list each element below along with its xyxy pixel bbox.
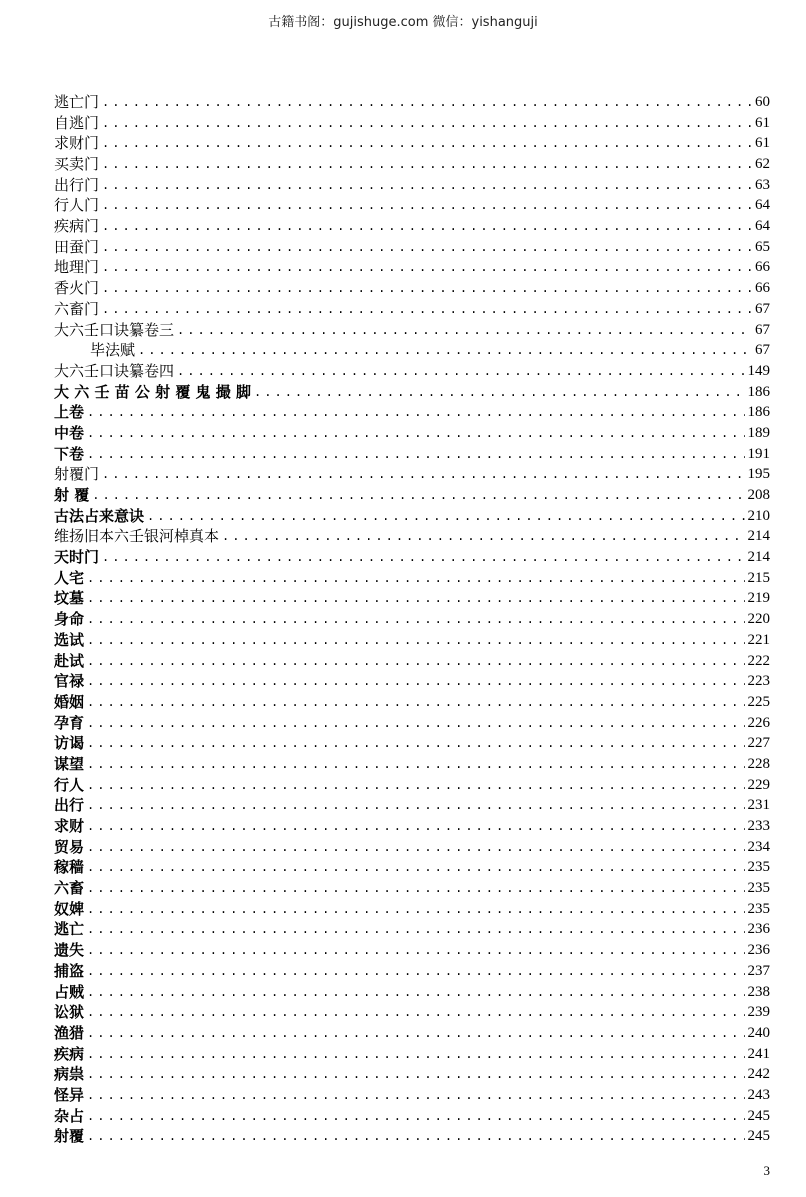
dot-leader (87, 754, 744, 775)
toc-entry[interactable] (54, 547, 770, 568)
toc-entry-page: 235 (747, 900, 770, 917)
toc-entry-title: 大六壬口诀纂卷三 (54, 320, 175, 339)
dot-leader (87, 713, 744, 734)
toc-entry-page: 208 (747, 487, 770, 504)
toc-entry[interactable] (54, 1064, 770, 1085)
dot-leader (87, 733, 744, 754)
dot-leader (87, 1044, 744, 1065)
toc-entry-title: 求财 (54, 817, 85, 836)
toc-entry-title: 赴试 (54, 651, 85, 670)
dot-leader (102, 237, 752, 258)
dot-leader (87, 920, 744, 941)
toc-entry-page: 245 (747, 1107, 770, 1124)
toc-entry-page: 66 (755, 259, 770, 276)
toc-entry[interactable] (54, 630, 770, 651)
toc-entry-title: 婚姻 (54, 692, 85, 711)
toc-entry-title: 渔猎 (54, 1023, 85, 1042)
toc-entry[interactable] (54, 361, 770, 382)
toc-entry[interactable] (54, 485, 770, 506)
dot-leader (102, 464, 744, 485)
dot-leader (87, 1106, 744, 1127)
toc-entry-page: 61 (755, 135, 770, 152)
toc-entry-title: 上卷 (54, 403, 85, 422)
toc-entry[interactable] (54, 444, 770, 465)
toc-entry-title: 稼穑 (54, 858, 85, 877)
toc-entry-page: 226 (747, 714, 770, 731)
dot-leader (87, 609, 744, 630)
toc-entry-title: 谋望 (54, 754, 85, 773)
toc-entry-page: 235 (747, 859, 770, 876)
toc-entry-title: 自逃门 (54, 113, 100, 132)
toc-entry[interactable] (54, 733, 770, 754)
toc-entry[interactable] (54, 278, 770, 299)
toc-entry-page: 243 (747, 1086, 770, 1103)
toc-entry[interactable] (54, 216, 770, 237)
toc-entry[interactable] (54, 899, 770, 920)
dot-leader (222, 526, 744, 547)
dot-leader (254, 382, 744, 403)
toc-entry[interactable] (54, 154, 770, 175)
dot-leader (87, 1023, 744, 1044)
toc-entry-page: 242 (747, 1066, 770, 1083)
toc-entry[interactable] (54, 671, 770, 692)
toc-entry[interactable] (54, 692, 770, 713)
toc-entry-title: 六畜门 (54, 299, 100, 318)
dot-leader (87, 857, 744, 878)
dot-leader (87, 795, 744, 816)
toc-entry-page: 239 (747, 1004, 770, 1021)
toc-entry-title: 访谒 (54, 734, 85, 753)
toc-entry-title: 孕育 (54, 713, 85, 732)
toc-entry-page: 149 (747, 362, 770, 379)
dot-leader (87, 444, 744, 465)
toc-entry-page: 210 (747, 507, 770, 524)
toc-entry[interactable] (54, 713, 770, 734)
toc-entry-page: 214 (747, 549, 770, 566)
watermark-header: 古籍书阁：gujishuge.com 微信：yishanguji (268, 15, 538, 30)
toc-entry-title: 遗失 (54, 941, 85, 960)
dot-leader (138, 340, 752, 361)
toc-entry[interactable] (54, 1126, 770, 1147)
dot-leader (87, 775, 744, 796)
dot-leader (87, 651, 744, 672)
toc-entry-title: 捕盗 (54, 961, 85, 980)
toc-entry-page: 223 (747, 673, 770, 690)
toc-entry[interactable] (54, 402, 770, 423)
toc-entry-title: 疾病 (54, 1044, 85, 1063)
toc-entry-page: 66 (755, 280, 770, 297)
toc-entry-title: 射覆门 (54, 465, 100, 484)
dot-leader (102, 216, 752, 237)
toc-entry-title: 身命 (54, 610, 85, 629)
toc-entry[interactable] (54, 382, 770, 403)
toc-entry[interactable] (54, 1106, 770, 1127)
toc-entry[interactable] (54, 464, 770, 485)
dot-leader (87, 692, 744, 713)
dot-leader (87, 899, 744, 920)
toc-entry-title: 大 六 壬 苗 公 射 覆 鬼 撮 脚 (54, 382, 252, 401)
toc-entry-title: 人宅 (54, 568, 85, 587)
toc-entry[interactable] (54, 237, 770, 258)
toc-entry-title: 占贼 (54, 982, 85, 1001)
dot-leader (87, 1064, 744, 1085)
toc-entry-title: 杂占 (54, 1106, 85, 1125)
toc-entry-title: 田蚕门 (54, 237, 100, 256)
toc-entry-title: 下卷 (54, 444, 85, 463)
toc-entry[interactable] (54, 506, 770, 527)
toc-entry-title: 出行 (54, 796, 85, 815)
dot-leader (102, 175, 752, 196)
toc-entry-page: 240 (747, 1024, 770, 1041)
dot-leader (87, 402, 744, 423)
dot-leader (87, 671, 744, 692)
toc-entry[interactable] (54, 175, 770, 196)
toc-entry[interactable] (54, 340, 770, 361)
dot-leader (102, 113, 752, 134)
toc-entry[interactable] (54, 1085, 770, 1106)
toc-entry-page: 237 (747, 962, 770, 979)
toc-entry-page: 222 (747, 652, 770, 669)
toc-entry-title: 求财门 (54, 134, 100, 153)
toc-entry-title: 维扬旧本六壬银河棹真本 (54, 527, 220, 546)
toc-entry[interactable] (54, 795, 770, 816)
toc-entry[interactable] (54, 609, 770, 630)
toc-entry-title: 大六壬口诀纂卷四 (54, 361, 175, 380)
toc-entry[interactable] (54, 982, 770, 1003)
toc-entry-page: 238 (747, 983, 770, 1000)
toc-entry-page: 225 (747, 693, 770, 710)
dot-leader (87, 630, 744, 651)
toc-entry-page: 221 (747, 631, 770, 648)
toc-entry-title: 讼狱 (54, 1003, 85, 1022)
toc-entry[interactable] (54, 816, 770, 837)
dot-leader (87, 878, 744, 899)
toc-entry-page: 63 (755, 176, 770, 193)
page-number: 3 (763, 1163, 770, 1178)
toc-entry-page: 67 (755, 342, 770, 359)
toc-entry-page: 195 (747, 466, 770, 483)
toc-entry[interactable] (54, 920, 770, 941)
toc-entry-page: 186 (747, 383, 770, 400)
dot-leader (102, 278, 752, 299)
toc-entry[interactable] (54, 1023, 770, 1044)
toc-entry-title: 选试 (54, 630, 85, 649)
dot-leader (102, 299, 752, 320)
toc-entry-title: 中卷 (54, 423, 85, 442)
toc-entry-title: 天时门 (54, 548, 100, 567)
toc-entry-title: 行人 (54, 775, 85, 794)
toc-entry-title: 官禄 (54, 672, 85, 691)
toc-entry-page: 227 (747, 735, 770, 752)
table-of-contents (54, 92, 770, 1147)
dot-leader (102, 547, 744, 568)
toc-entry-title: 古法占来意诀 (54, 506, 145, 525)
toc-entry[interactable] (54, 526, 770, 547)
toc-entry-title: 疾病门 (54, 217, 100, 236)
toc-entry-title: 奴婢 (54, 899, 85, 918)
toc-entry-page: 60 (755, 93, 770, 110)
toc-entry-title: 射覆 (54, 1127, 85, 1146)
toc-entry[interactable] (54, 837, 770, 858)
toc-entry[interactable] (54, 754, 770, 775)
toc-entry-page: 236 (747, 942, 770, 959)
toc-entry-title: 逃亡门 (54, 92, 100, 111)
dot-leader (87, 816, 744, 837)
toc-entry-title: 地理门 (54, 258, 100, 277)
toc-entry[interactable] (54, 195, 770, 216)
dot-leader (87, 940, 744, 961)
dot-leader (102, 195, 752, 216)
toc-entry-title: 病祟 (54, 1065, 85, 1084)
toc-entry-title: 出行门 (54, 175, 100, 194)
dot-leader (87, 837, 744, 858)
dot-leader (102, 133, 752, 154)
toc-entry[interactable] (54, 878, 770, 899)
toc-entry[interactable] (54, 589, 770, 610)
toc-entry-page: 191 (747, 445, 770, 462)
dot-leader (102, 258, 752, 279)
toc-entry-page: 67 (755, 300, 770, 317)
toc-entry-page: 64 (755, 218, 770, 235)
toc-entry[interactable] (54, 133, 770, 154)
toc-entry-page: 64 (755, 197, 770, 214)
toc-entry-page: 234 (747, 838, 770, 855)
dot-leader (87, 568, 744, 589)
toc-entry[interactable] (54, 299, 770, 320)
dot-leader (92, 485, 744, 506)
toc-entry-title: 逃亡 (54, 920, 85, 939)
toc-entry-page: 245 (747, 1128, 770, 1145)
toc-entry-page: 65 (755, 238, 770, 255)
toc-entry-page: 231 (747, 797, 770, 814)
toc-entry-page: 220 (747, 611, 770, 628)
toc-entry-page: 67 (755, 321, 770, 338)
toc-entry-page: 186 (747, 404, 770, 421)
toc-entry-page: 215 (747, 569, 770, 586)
dot-leader (87, 589, 744, 610)
toc-entry-page: 189 (747, 424, 770, 441)
toc-entry[interactable] (54, 775, 770, 796)
toc-entry[interactable] (54, 568, 770, 589)
toc-entry-title: 香火门 (54, 279, 100, 298)
toc-entry[interactable] (54, 113, 770, 134)
dot-leader (102, 154, 752, 175)
toc-entry[interactable] (54, 258, 770, 279)
dot-leader (87, 961, 744, 982)
toc-entry-page: 233 (747, 818, 770, 835)
toc-entry-title: 坟墓 (54, 589, 85, 608)
toc-entry[interactable] (54, 857, 770, 878)
toc-entry[interactable] (54, 423, 770, 444)
toc-entry-title: 毕法赋 (90, 341, 136, 360)
dot-leader (87, 1085, 744, 1106)
dot-leader (87, 1126, 744, 1147)
dot-leader (87, 982, 744, 1003)
dot-leader (177, 361, 744, 382)
toc-entry-title: 买卖门 (54, 155, 100, 174)
toc-entry[interactable] (54, 320, 770, 341)
toc-entry[interactable] (54, 1002, 770, 1023)
toc-entry-page: 236 (747, 921, 770, 938)
toc-entry[interactable] (54, 1044, 770, 1065)
dot-leader (87, 1002, 744, 1023)
toc-entry-title: 射 覆 (54, 486, 90, 505)
toc-entry-page: 235 (747, 880, 770, 897)
dot-leader (177, 320, 752, 341)
toc-entry-title: 贸易 (54, 837, 85, 856)
toc-entry-title: 行人门 (54, 196, 100, 215)
toc-entry-page: 214 (747, 528, 770, 545)
dot-leader (87, 423, 744, 444)
toc-entry-page: 61 (755, 114, 770, 131)
toc-entry-page: 228 (747, 755, 770, 772)
toc-entry[interactable] (54, 651, 770, 672)
toc-entry-page: 62 (755, 156, 770, 173)
toc-entry[interactable] (54, 92, 770, 113)
dot-leader (102, 92, 752, 113)
toc-entry-title: 怪异 (54, 1085, 85, 1104)
toc-entry-page: 229 (747, 776, 770, 793)
toc-entry-title: 六畜 (54, 879, 85, 898)
toc-entry[interactable] (54, 940, 770, 961)
toc-entry-page: 219 (747, 590, 770, 607)
dot-leader (147, 506, 744, 527)
toc-entry-page: 241 (747, 1045, 770, 1062)
toc-entry[interactable] (54, 961, 770, 982)
